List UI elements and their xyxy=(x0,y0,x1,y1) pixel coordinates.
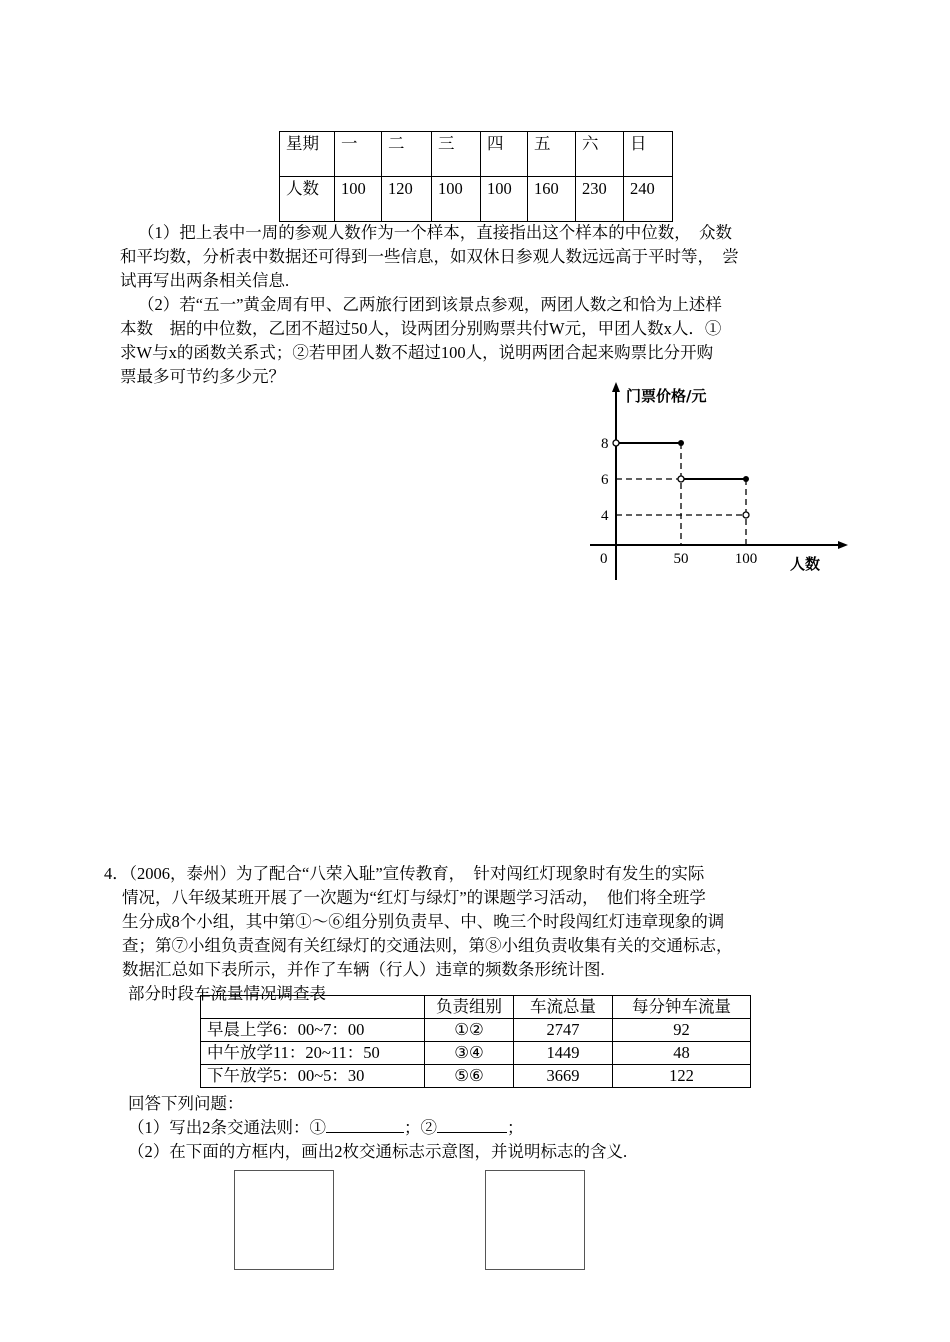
x-tick-label: 0 xyxy=(600,551,608,567)
table-cell: 100 xyxy=(335,177,382,222)
sub-question-2: （2）在下面的方框内，画出2枚交通标志示意图，并说明标志的含义. xyxy=(128,1142,628,1161)
sub-question-1-end: ； xyxy=(507,1118,524,1137)
table-cell: 92 xyxy=(613,1019,751,1042)
table-cell: 日 xyxy=(624,132,673,177)
question-text: 4．（2006，泰州）为了配合“八荣入耻”宣传教育， 针对闯红灯现象时有发生的实际 xyxy=(104,864,705,883)
sub-question-1 xyxy=(128,1116,848,1140)
table-cell: 100 xyxy=(481,177,528,222)
x-tick-label: 50 xyxy=(673,551,689,567)
open-point xyxy=(678,476,684,482)
table-cell xyxy=(201,996,425,1019)
y-axis-arrow xyxy=(612,382,620,392)
table-cell: 每分钟车流量 xyxy=(613,996,751,1019)
question-text: 求W与x的函数关系式；②若甲团人数不超过100人，说明两团合起来购票比分开购 xyxy=(120,343,714,362)
table-cell: 1449 xyxy=(514,1042,613,1065)
y-tick-label: 4 xyxy=(601,508,609,524)
answer-blank-2[interactable] xyxy=(437,1132,507,1133)
table-cell: 早晨上学6：00~7：00 xyxy=(201,1019,425,1042)
drawing-box-2[interactable] xyxy=(485,1170,585,1270)
answer-blank-1[interactable] xyxy=(326,1132,404,1133)
closed-point xyxy=(743,476,749,482)
table-cell: 3669 xyxy=(514,1065,613,1088)
closed-point xyxy=(678,440,684,446)
table-cell: 车流总量 xyxy=(514,996,613,1019)
drawing-box-1[interactable] xyxy=(234,1170,334,1270)
table-title: 部分时段车流量情况调查表 xyxy=(128,984,326,1003)
table-cell: 五 xyxy=(528,132,576,177)
table-cell: ③④ xyxy=(425,1042,514,1065)
table-cell: ⑤⑥ xyxy=(425,1065,514,1088)
question-text: （1）把上表中一周的参观人数作为一个样本，直接指出这个样本的中位数， 众数 xyxy=(138,223,732,242)
table-row xyxy=(201,1019,751,1042)
question-text: 和平均数，分析表中数据还可得到一些信息，如双休日参观人数远远高于平时等， 尝 xyxy=(120,247,739,266)
question-text: 查；第⑦小组负责查阅有关红绿灯的交通法则，第⑧小组负责收集有关的交通标志， xyxy=(122,936,733,955)
table-cell: 122 xyxy=(613,1065,751,1088)
sub-question-1-sep: ；② xyxy=(404,1118,437,1137)
table-cell: 230 xyxy=(576,177,624,222)
table-cell: 120 xyxy=(382,177,432,222)
table-cell: 中午放学11：20~11：50 xyxy=(201,1042,425,1065)
question-text: （2）若“五一”黄金周有甲、乙两旅行团到该景点参观，两团人数之和恰为上述样 xyxy=(138,295,722,314)
question-text: 生分成8个小组，其中第①～⑥组分别负责早、中、晚三个时段闯红灯违章现象的调 xyxy=(122,912,725,931)
table-cell: 48 xyxy=(613,1042,751,1065)
open-point xyxy=(743,512,749,518)
table-cell: 2747 xyxy=(514,1019,613,1042)
question-text: 本数 据的中位数，乙团不超过50人，设两团分别购票共付W元，甲团人数x人．① xyxy=(120,319,722,338)
x-tick-label: 100 xyxy=(734,551,758,567)
table-cell: 负责组别 xyxy=(425,996,514,1019)
table-row xyxy=(201,1065,751,1088)
table-cell: 一 xyxy=(335,132,382,177)
y-tick-label: 6 xyxy=(601,472,609,488)
x-axis-label: 人数 xyxy=(790,555,821,573)
question-text: 票最多可节约多少元？ xyxy=(120,367,285,386)
question-text: 数据汇总如下表所示，并作了车辆（行人）违章的频数条形统计图. xyxy=(122,960,605,979)
table-cell: 100 xyxy=(432,177,481,222)
table-cell: 240 xyxy=(624,177,673,222)
table-cell: 六 xyxy=(576,132,624,177)
y-tick-label: 8 xyxy=(601,436,609,452)
table-cell: 星期 xyxy=(280,132,335,177)
table-cell: 人数 xyxy=(280,177,335,222)
question-text: 情况，八年级某班开展了一次题为“红灯与绿灯”的课题学习活动， 他们将全班学 xyxy=(122,888,706,907)
open-point xyxy=(613,440,619,446)
table-cell: ①② xyxy=(425,1019,514,1042)
question-text: 试再写出两条相关信息. xyxy=(120,271,290,290)
table-cell: 三 xyxy=(432,132,481,177)
table-cell: 下午放学5：00~5：30 xyxy=(201,1065,425,1088)
y-axis-label: 门票价格/元 xyxy=(626,387,707,405)
table-row xyxy=(201,996,751,1019)
traffic-table xyxy=(200,995,751,1088)
answer-prompt: 回答下列问题： xyxy=(128,1094,244,1113)
x-axis-arrow xyxy=(838,541,848,549)
ticket-price-chart xyxy=(0,0,950,600)
sub-question-1-text: （1）写出2条交通法则：① xyxy=(128,1118,326,1137)
table-cell: 四 xyxy=(481,132,528,177)
table-row xyxy=(201,1042,751,1065)
table-cell: 二 xyxy=(382,132,432,177)
table-cell: 160 xyxy=(528,177,576,222)
